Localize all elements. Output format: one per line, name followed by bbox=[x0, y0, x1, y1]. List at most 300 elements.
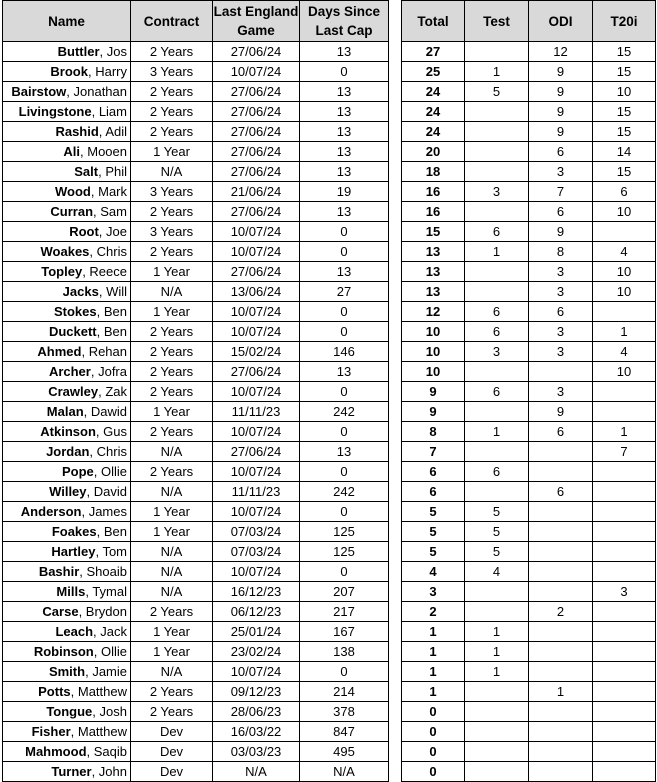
last-game-cell: 21/06/24 bbox=[213, 182, 300, 202]
t20i-cell: 15 bbox=[593, 162, 656, 182]
t20i-cell bbox=[593, 502, 656, 522]
player-surname: Pope bbox=[61, 464, 94, 479]
contract-cell: 2 Years bbox=[131, 382, 213, 402]
contract-cell: 2 Years bbox=[131, 42, 213, 62]
player-name-cell bbox=[3, 382, 131, 402]
test-cell: 4 bbox=[465, 562, 529, 582]
last-game-cell: 25/01/24 bbox=[213, 622, 300, 642]
table-row bbox=[402, 182, 656, 202]
odi-cell: 3 bbox=[529, 322, 593, 342]
t20i-cell bbox=[593, 482, 656, 502]
player-name-cell bbox=[3, 482, 131, 502]
name-separator: , bbox=[86, 744, 94, 759]
days-since-cell: 19 bbox=[300, 182, 389, 202]
player-name-cell bbox=[3, 42, 131, 62]
name-separator: , bbox=[96, 304, 104, 319]
player-name-cell bbox=[3, 582, 131, 602]
name-separator: , bbox=[93, 464, 101, 479]
total-cell: 2 bbox=[402, 602, 465, 622]
header-days-since: Days Since Last Cap bbox=[300, 1, 389, 42]
total-cell: 10 bbox=[402, 342, 465, 362]
name-separator: , bbox=[85, 664, 93, 679]
table-row bbox=[402, 382, 656, 402]
player-surname: Jordan bbox=[46, 444, 90, 459]
odi-cell: 9 bbox=[529, 402, 593, 422]
table-row bbox=[3, 522, 389, 542]
player-firstname: Harry bbox=[95, 64, 127, 79]
last-game-cell: 10/07/24 bbox=[213, 302, 300, 322]
table-row bbox=[402, 702, 656, 722]
player-firstname: Josh bbox=[99, 704, 127, 719]
header-odi: ODI bbox=[529, 1, 593, 42]
player-name-cell bbox=[3, 222, 131, 242]
table-row bbox=[3, 502, 389, 522]
odi-cell: 6 bbox=[529, 142, 593, 162]
odi-cell bbox=[529, 762, 593, 782]
odi-cell bbox=[529, 502, 593, 522]
player-name-cell bbox=[3, 102, 131, 122]
player-name-cell bbox=[3, 502, 131, 522]
t20i-cell bbox=[593, 562, 656, 582]
days-since-cell: 13 bbox=[300, 142, 389, 162]
contract-cell: 2 Years bbox=[131, 682, 213, 702]
table-row bbox=[3, 322, 389, 342]
table-row bbox=[402, 202, 656, 222]
test-cell: 1 bbox=[465, 242, 529, 262]
player-name-cell bbox=[3, 142, 131, 162]
player-firstname: Saqib bbox=[93, 744, 127, 759]
test-cell: 5 bbox=[465, 502, 529, 522]
days-since-cell: 0 bbox=[300, 422, 389, 442]
player-surname: Jacks bbox=[62, 284, 99, 299]
total-cell: 0 bbox=[402, 762, 465, 782]
player-surname: Potts bbox=[38, 684, 71, 699]
last-game-cell: 10/07/24 bbox=[213, 662, 300, 682]
days-since-cell: 378 bbox=[300, 702, 389, 722]
last-game-cell: 15/02/24 bbox=[213, 342, 300, 362]
player-firstname: Mooen bbox=[87, 144, 127, 159]
t20i-cell: 15 bbox=[593, 62, 656, 82]
table-row bbox=[3, 442, 389, 462]
player-name-cell bbox=[3, 82, 131, 102]
table-row bbox=[402, 322, 656, 342]
odi-cell: 7 bbox=[529, 182, 593, 202]
table-row bbox=[402, 522, 656, 542]
player-name-cell bbox=[3, 622, 131, 642]
player-name-cell bbox=[3, 422, 131, 442]
t20i-cell bbox=[593, 382, 656, 402]
header-name: Name bbox=[3, 1, 131, 42]
player-firstname: Jofra bbox=[98, 364, 127, 379]
t20i-cell bbox=[593, 622, 656, 642]
name-separator: , bbox=[85, 584, 93, 599]
name-separator: , bbox=[98, 384, 106, 399]
table-row bbox=[3, 62, 389, 82]
last-game-cell: 10/07/24 bbox=[213, 462, 300, 482]
player-firstname: Matthew bbox=[77, 684, 127, 699]
table-row bbox=[402, 462, 656, 482]
player-surname: Ali bbox=[63, 144, 81, 159]
last-game-cell: 10/07/24 bbox=[213, 502, 300, 522]
t20i-cell bbox=[593, 682, 656, 702]
player-surname: Bashir bbox=[38, 564, 80, 579]
days-since-cell: 207 bbox=[300, 582, 389, 602]
last-game-cell: 09/12/23 bbox=[213, 682, 300, 702]
header-total: Total bbox=[402, 1, 465, 42]
table-row bbox=[402, 642, 656, 662]
name-separator: , bbox=[91, 764, 99, 779]
table-row bbox=[3, 262, 389, 282]
contract-cell: 1 Year bbox=[131, 402, 213, 422]
contract-cell: 2 Years bbox=[131, 242, 213, 262]
test-cell bbox=[465, 122, 529, 142]
last-game-cell: 23/02/24 bbox=[213, 642, 300, 662]
t20i-cell bbox=[593, 762, 656, 782]
player-surname: Ahmed bbox=[37, 344, 82, 359]
contract-cell: Dev bbox=[131, 762, 213, 782]
table-row bbox=[3, 582, 389, 602]
table-row bbox=[402, 282, 656, 302]
player-name-cell bbox=[3, 462, 131, 482]
player-name-cell bbox=[3, 242, 131, 262]
last-game-cell: 11/11/23 bbox=[213, 402, 300, 422]
player-name-cell bbox=[3, 342, 131, 362]
test-cell: 3 bbox=[465, 342, 529, 362]
test-cell bbox=[465, 102, 529, 122]
test-cell: 6 bbox=[465, 462, 529, 482]
days-since-cell: 13 bbox=[300, 122, 389, 142]
table-row bbox=[3, 122, 389, 142]
total-cell: 6 bbox=[402, 462, 465, 482]
table-row bbox=[402, 42, 656, 62]
player-firstname: Jonathan bbox=[73, 84, 127, 99]
last-game-cell: 10/07/24 bbox=[213, 562, 300, 582]
table-row bbox=[3, 742, 389, 762]
odi-cell: 2 bbox=[529, 602, 593, 622]
player-surname: Stokes bbox=[53, 304, 97, 319]
table-row bbox=[3, 382, 389, 402]
test-cell bbox=[465, 42, 529, 62]
player-name-cell bbox=[3, 702, 131, 722]
test-cell: 6 bbox=[465, 222, 529, 242]
table-row bbox=[402, 502, 656, 522]
last-game-cell: 06/12/23 bbox=[213, 602, 300, 622]
t20i-cell: 15 bbox=[593, 102, 656, 122]
odi-cell bbox=[529, 462, 593, 482]
player-firstname: Brydon bbox=[85, 604, 127, 619]
t20i-cell bbox=[593, 522, 656, 542]
table-row bbox=[3, 682, 389, 702]
table-row bbox=[3, 702, 389, 722]
odi-cell: 3 bbox=[529, 282, 593, 302]
last-game-cell: 10/07/24 bbox=[213, 322, 300, 342]
odi-cell bbox=[529, 722, 593, 742]
table-row bbox=[3, 342, 389, 362]
days-since-cell: N/A bbox=[300, 762, 389, 782]
player-firstname: Reece bbox=[89, 264, 127, 279]
t20i-cell: 15 bbox=[593, 122, 656, 142]
odi-cell: 3 bbox=[529, 382, 593, 402]
name-separator: , bbox=[70, 724, 78, 739]
player-surname: Livingstone bbox=[18, 104, 92, 119]
contract-cell: 3 Years bbox=[131, 182, 213, 202]
contract-cell: N/A bbox=[131, 162, 213, 182]
total-cell: 3 bbox=[402, 582, 465, 602]
odi-cell: 9 bbox=[529, 122, 593, 142]
contract-cell: Dev bbox=[131, 722, 213, 742]
odi-cell: 3 bbox=[529, 262, 593, 282]
table-row bbox=[3, 242, 389, 262]
player-firstname: Phil bbox=[105, 164, 127, 179]
last-game-cell: 27/06/24 bbox=[213, 122, 300, 142]
days-since-cell: 0 bbox=[300, 322, 389, 342]
test-cell: 5 bbox=[465, 542, 529, 562]
t20i-cell: 7 bbox=[593, 442, 656, 462]
test-cell bbox=[465, 762, 529, 782]
table-row bbox=[402, 662, 656, 682]
test-cell bbox=[465, 142, 529, 162]
contract-cell: 2 Years bbox=[131, 462, 213, 482]
odi-cell bbox=[529, 642, 593, 662]
last-game-cell: 07/03/24 bbox=[213, 522, 300, 542]
t20i-cell: 10 bbox=[593, 202, 656, 222]
days-since-cell: 27 bbox=[300, 282, 389, 302]
player-surname: Bairstow bbox=[11, 84, 67, 99]
odi-cell: 3 bbox=[529, 162, 593, 182]
contract-cell: 2 Years bbox=[131, 602, 213, 622]
player-firstname: Joe bbox=[106, 224, 127, 239]
total-cell: 13 bbox=[402, 242, 465, 262]
total-cell: 5 bbox=[402, 522, 465, 542]
player-surname: Brook bbox=[50, 64, 88, 79]
total-cell: 24 bbox=[402, 122, 465, 142]
test-cell bbox=[465, 262, 529, 282]
player-firstname: Ollie bbox=[100, 464, 127, 479]
name-separator: , bbox=[89, 244, 97, 259]
name-separator: , bbox=[98, 284, 107, 299]
contract-cell: 3 Years bbox=[131, 62, 213, 82]
player-name-cell bbox=[3, 442, 131, 462]
player-firstname: Jamie bbox=[92, 664, 127, 679]
last-game-cell: 10/07/24 bbox=[213, 382, 300, 402]
name-separator: , bbox=[95, 424, 104, 439]
days-since-cell: 214 bbox=[300, 682, 389, 702]
odi-cell: 6 bbox=[529, 302, 593, 322]
player-name-cell bbox=[3, 762, 131, 782]
contract-cell: N/A bbox=[131, 562, 213, 582]
total-cell: 9 bbox=[402, 382, 465, 402]
player-firstname: Zak bbox=[105, 384, 127, 399]
last-game-cell: 10/07/24 bbox=[213, 422, 300, 442]
t20i-cell bbox=[593, 702, 656, 722]
name-separator: , bbox=[93, 624, 101, 639]
name-separator: , bbox=[86, 484, 94, 499]
table-row bbox=[3, 222, 389, 242]
table-row bbox=[402, 582, 656, 602]
total-cell: 10 bbox=[402, 362, 465, 382]
last-game-cell: N/A bbox=[213, 762, 300, 782]
player-surname: Duckett bbox=[48, 324, 97, 339]
last-game-cell: 13/06/24 bbox=[213, 282, 300, 302]
table-row bbox=[402, 442, 656, 462]
last-game-cell: 27/06/24 bbox=[213, 262, 300, 282]
table-row bbox=[3, 142, 389, 162]
test-cell: 6 bbox=[465, 322, 529, 342]
odi-cell: 9 bbox=[529, 82, 593, 102]
table-row bbox=[3, 162, 389, 182]
odi-cell bbox=[529, 662, 593, 682]
odi-cell: 9 bbox=[529, 62, 593, 82]
total-cell: 13 bbox=[402, 262, 465, 282]
table-row bbox=[402, 102, 656, 122]
name-separator: , bbox=[81, 504, 89, 519]
player-name-cell bbox=[3, 722, 131, 742]
player-firstname: Rehan bbox=[88, 344, 127, 359]
total-cell: 24 bbox=[402, 102, 465, 122]
t20i-cell bbox=[593, 642, 656, 662]
days-since-cell: 242 bbox=[300, 402, 389, 422]
total-cell: 1 bbox=[402, 642, 465, 662]
total-cell: 9 bbox=[402, 402, 465, 422]
player-name-cell bbox=[3, 742, 131, 762]
contract-cell: 3 Years bbox=[131, 222, 213, 242]
t20i-cell: 10 bbox=[593, 282, 656, 302]
player-surname: Mills bbox=[56, 584, 86, 599]
test-cell: 1 bbox=[465, 622, 529, 642]
odi-cell: 6 bbox=[529, 422, 593, 442]
last-game-cell: 27/06/24 bbox=[213, 442, 300, 462]
days-since-cell: 138 bbox=[300, 642, 389, 662]
total-cell: 0 bbox=[402, 722, 465, 742]
table-row bbox=[3, 282, 389, 302]
player-firstname: Jack bbox=[100, 624, 127, 639]
player-firstname: Chris bbox=[96, 444, 127, 459]
contract-cell: Dev bbox=[131, 742, 213, 762]
player-firstname: David bbox=[93, 484, 127, 499]
name-separator: , bbox=[96, 324, 104, 339]
table-row bbox=[3, 562, 389, 582]
player-surname: Anderson bbox=[20, 504, 82, 519]
days-since-cell: 0 bbox=[300, 502, 389, 522]
test-cell bbox=[465, 482, 529, 502]
player-firstname: Chris bbox=[96, 244, 127, 259]
table-row bbox=[402, 542, 656, 562]
player-name-cell bbox=[3, 402, 131, 422]
total-cell: 0 bbox=[402, 742, 465, 762]
contract-cell: 1 Year bbox=[131, 262, 213, 282]
t20i-cell: 4 bbox=[593, 242, 656, 262]
test-cell bbox=[465, 682, 529, 702]
player-firstname: Gus bbox=[103, 424, 127, 439]
odi-cell: 6 bbox=[529, 202, 593, 222]
contract-cell: 1 Year bbox=[131, 302, 213, 322]
test-cell: 6 bbox=[465, 382, 529, 402]
player-surname: Turner bbox=[51, 764, 92, 779]
test-cell: 1 bbox=[465, 662, 529, 682]
table-row bbox=[402, 242, 656, 262]
player-name-cell bbox=[3, 642, 131, 662]
table-row bbox=[3, 362, 389, 382]
days-since-cell: 13 bbox=[300, 102, 389, 122]
total-cell: 12 bbox=[402, 302, 465, 322]
player-name-cell bbox=[3, 542, 131, 562]
t20i-cell: 10 bbox=[593, 362, 656, 382]
player-name-cell bbox=[3, 182, 131, 202]
header-contract: Contract bbox=[131, 1, 213, 42]
last-game-cell: 28/06/23 bbox=[213, 702, 300, 722]
player-surname: Buttler bbox=[57, 44, 100, 59]
table-row bbox=[3, 182, 389, 202]
player-surname: Curran bbox=[50, 204, 94, 219]
player-name-cell bbox=[3, 202, 131, 222]
days-since-cell: 0 bbox=[300, 462, 389, 482]
player-firstname: Tom bbox=[102, 544, 127, 559]
name-separator: , bbox=[93, 204, 101, 219]
table-row bbox=[402, 422, 656, 442]
player-firstname: Mark bbox=[98, 184, 127, 199]
player-surname: Wood bbox=[55, 184, 91, 199]
player-info-table bbox=[2, 0, 389, 782]
days-since-cell: 13 bbox=[300, 202, 389, 222]
player-surname: Leach bbox=[55, 624, 94, 639]
contract-cell: 2 Years bbox=[131, 122, 213, 142]
player-firstname: Will bbox=[106, 284, 127, 299]
days-since-cell: 146 bbox=[300, 342, 389, 362]
t20i-cell: 4 bbox=[593, 342, 656, 362]
total-cell: 1 bbox=[402, 662, 465, 682]
total-cell: 5 bbox=[402, 542, 465, 562]
player-name-cell bbox=[3, 662, 131, 682]
player-firstname: Ollie bbox=[100, 644, 127, 659]
table-row bbox=[3, 762, 389, 782]
days-since-cell: 0 bbox=[300, 382, 389, 402]
name-separator: , bbox=[83, 404, 91, 419]
table-row bbox=[402, 482, 656, 502]
total-cell: 5 bbox=[402, 502, 465, 522]
t20i-cell: 6 bbox=[593, 182, 656, 202]
table-row bbox=[3, 102, 389, 122]
player-surname: Malan bbox=[46, 404, 84, 419]
test-cell bbox=[465, 742, 529, 762]
player-firstname: Jos bbox=[106, 44, 127, 59]
table-row bbox=[402, 562, 656, 582]
t20i-cell bbox=[593, 722, 656, 742]
table-row bbox=[402, 622, 656, 642]
player-firstname: Dawid bbox=[90, 404, 127, 419]
contract-cell: 1 Year bbox=[131, 642, 213, 662]
header-last-game: Last England Game bbox=[213, 1, 300, 42]
table-row bbox=[3, 482, 389, 502]
last-game-cell: 16/12/23 bbox=[213, 582, 300, 602]
total-cell: 7 bbox=[402, 442, 465, 462]
contract-cell: N/A bbox=[131, 542, 213, 562]
table-row bbox=[3, 402, 389, 422]
last-game-cell: 07/03/24 bbox=[213, 542, 300, 562]
days-since-cell: 13 bbox=[300, 262, 389, 282]
last-game-cell: 27/06/24 bbox=[213, 42, 300, 62]
name-separator: , bbox=[87, 64, 96, 79]
name-separator: , bbox=[98, 164, 106, 179]
odi-cell bbox=[529, 742, 593, 762]
table-row bbox=[402, 62, 656, 82]
table-row bbox=[402, 82, 656, 102]
contract-cell: N/A bbox=[131, 482, 213, 502]
player-name-cell bbox=[3, 562, 131, 582]
player-firstname: John bbox=[98, 764, 127, 779]
total-cell: 27 bbox=[402, 42, 465, 62]
contract-cell: N/A bbox=[131, 282, 213, 302]
contract-cell: N/A bbox=[131, 442, 213, 462]
